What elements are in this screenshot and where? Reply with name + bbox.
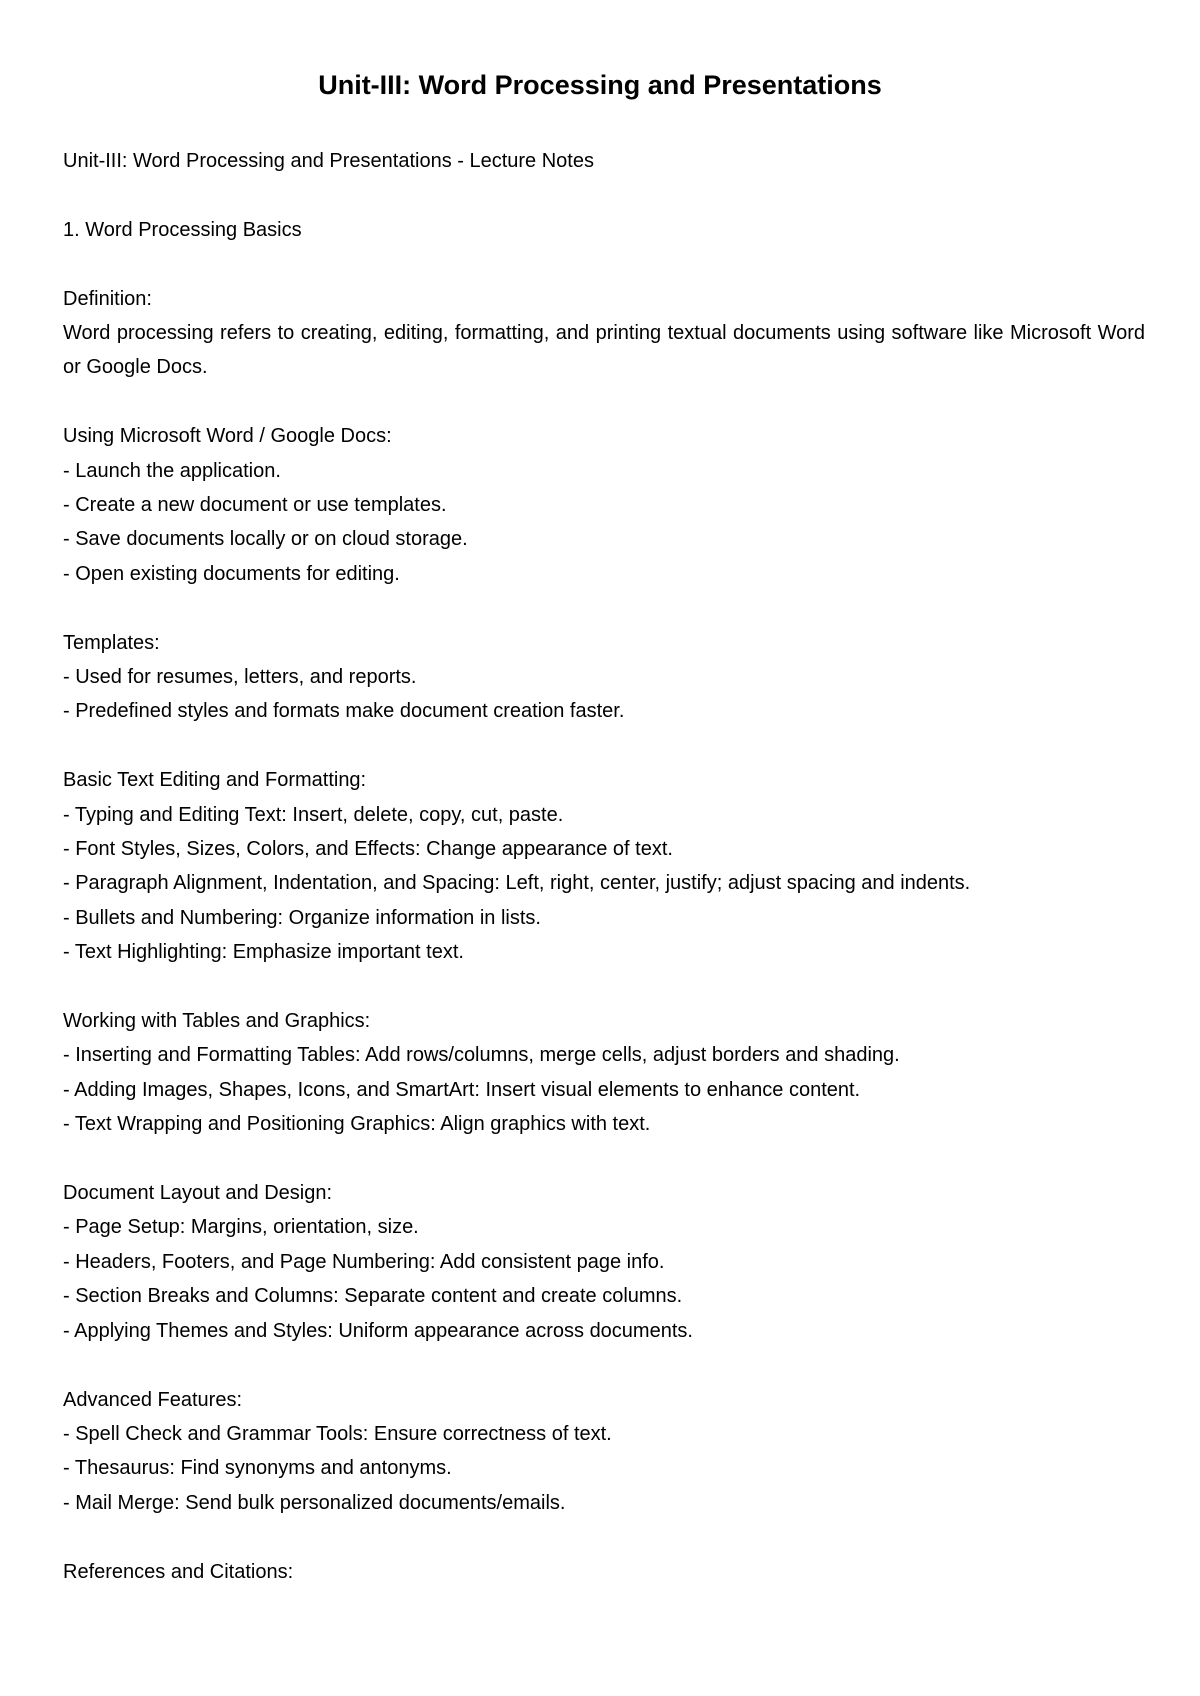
page-title: Unit-III: Word Processing and Presentations xyxy=(318,70,882,100)
references-heading: References and Citations: xyxy=(63,1560,294,1583)
list-item: - Text Wrapping and Positioning Graphics: Align graphics with text. xyxy=(63,1113,651,1136)
tables-graphics-heading: Working with Tables and Graphics: xyxy=(63,1010,371,1033)
basic-text-heading: Basic Text Editing and Formatting: xyxy=(63,769,367,792)
advanced-section xyxy=(63,1383,1145,1521)
list-item: - Text Highlighting: Emphasize important text. xyxy=(63,941,464,964)
definition-text: Word processing refers to creating, editing, formatting, and printing textual documents using software like Microsoft Word or Google Docs. xyxy=(63,322,1145,379)
list-item: - Typing and Editing Text: Insert, delete, copy, cut, paste. xyxy=(63,803,564,826)
definition-section xyxy=(63,282,1145,385)
list-item: - Used for resumes, letters, and reports. xyxy=(63,666,417,689)
layout-design-heading: Document Layout and Design: xyxy=(63,1182,333,1205)
document-subtitle: Unit-III: Word Processing and Presentations - Lecture Notes xyxy=(63,150,594,172)
advanced-heading: Advanced Features: xyxy=(63,1388,242,1411)
list-item: - Paragraph Alignment, Indentation, and Spacing: Left, right, center, justify; adjust spacing and indents. xyxy=(63,872,971,895)
list-item: - Predefined styles and formats make document creation faster. xyxy=(63,700,625,723)
document-body xyxy=(63,144,1145,1589)
list-item: - Adding Images, Shapes, Icons, and SmartArt: Insert visual elements to enhance content. xyxy=(63,1078,861,1101)
templates-section xyxy=(63,626,1145,729)
list-item: - Save documents locally or on cloud storage. xyxy=(63,528,468,551)
list-item: - Applying Themes and Styles: Uniform appearance across documents. xyxy=(63,1319,693,1342)
list-item: - Launch the application. xyxy=(63,459,281,482)
list-item: - Mail Merge: Send bulk personalized documents/emails. xyxy=(63,1491,566,1514)
section-heading-block xyxy=(63,213,1145,247)
list-item: - Thesaurus: Find synonyms and antonyms. xyxy=(63,1457,452,1480)
tables-graphics-section xyxy=(63,1004,1145,1142)
list-item: - Spell Check and Grammar Tools: Ensure correctness of text. xyxy=(63,1422,612,1445)
list-item: - Open existing documents for editing. xyxy=(63,562,400,585)
templates-heading: Templates: xyxy=(63,631,160,654)
list-item: - Section Breaks and Columns: Separate content and create columns. xyxy=(63,1285,683,1308)
subtitle-block xyxy=(63,144,1145,178)
basic-text-section xyxy=(63,763,1145,969)
definition-heading: Definition: xyxy=(63,287,152,310)
using-section xyxy=(63,419,1145,591)
using-heading: Using Microsoft Word / Google Docs: xyxy=(63,425,392,448)
section-heading: 1. Word Processing Basics xyxy=(63,218,302,241)
list-item: - Font Styles, Sizes, Colors, and Effects: Change appearance of text. xyxy=(63,838,673,861)
list-item: - Page Setup: Margins, orientation, size. xyxy=(63,1216,419,1239)
list-item: - Bullets and Numbering: Organize information in lists. xyxy=(63,906,541,929)
list-item: - Create a new document or use templates. xyxy=(63,494,447,517)
references-section xyxy=(63,1555,1145,1589)
list-item: - Headers, Footers, and Page Numbering: Add consistent page info. xyxy=(63,1250,665,1273)
list-item: - Inserting and Formatting Tables: Add rows/columns, merge cells, adjust borders and shading. xyxy=(63,1044,900,1067)
layout-design-section xyxy=(63,1176,1145,1348)
